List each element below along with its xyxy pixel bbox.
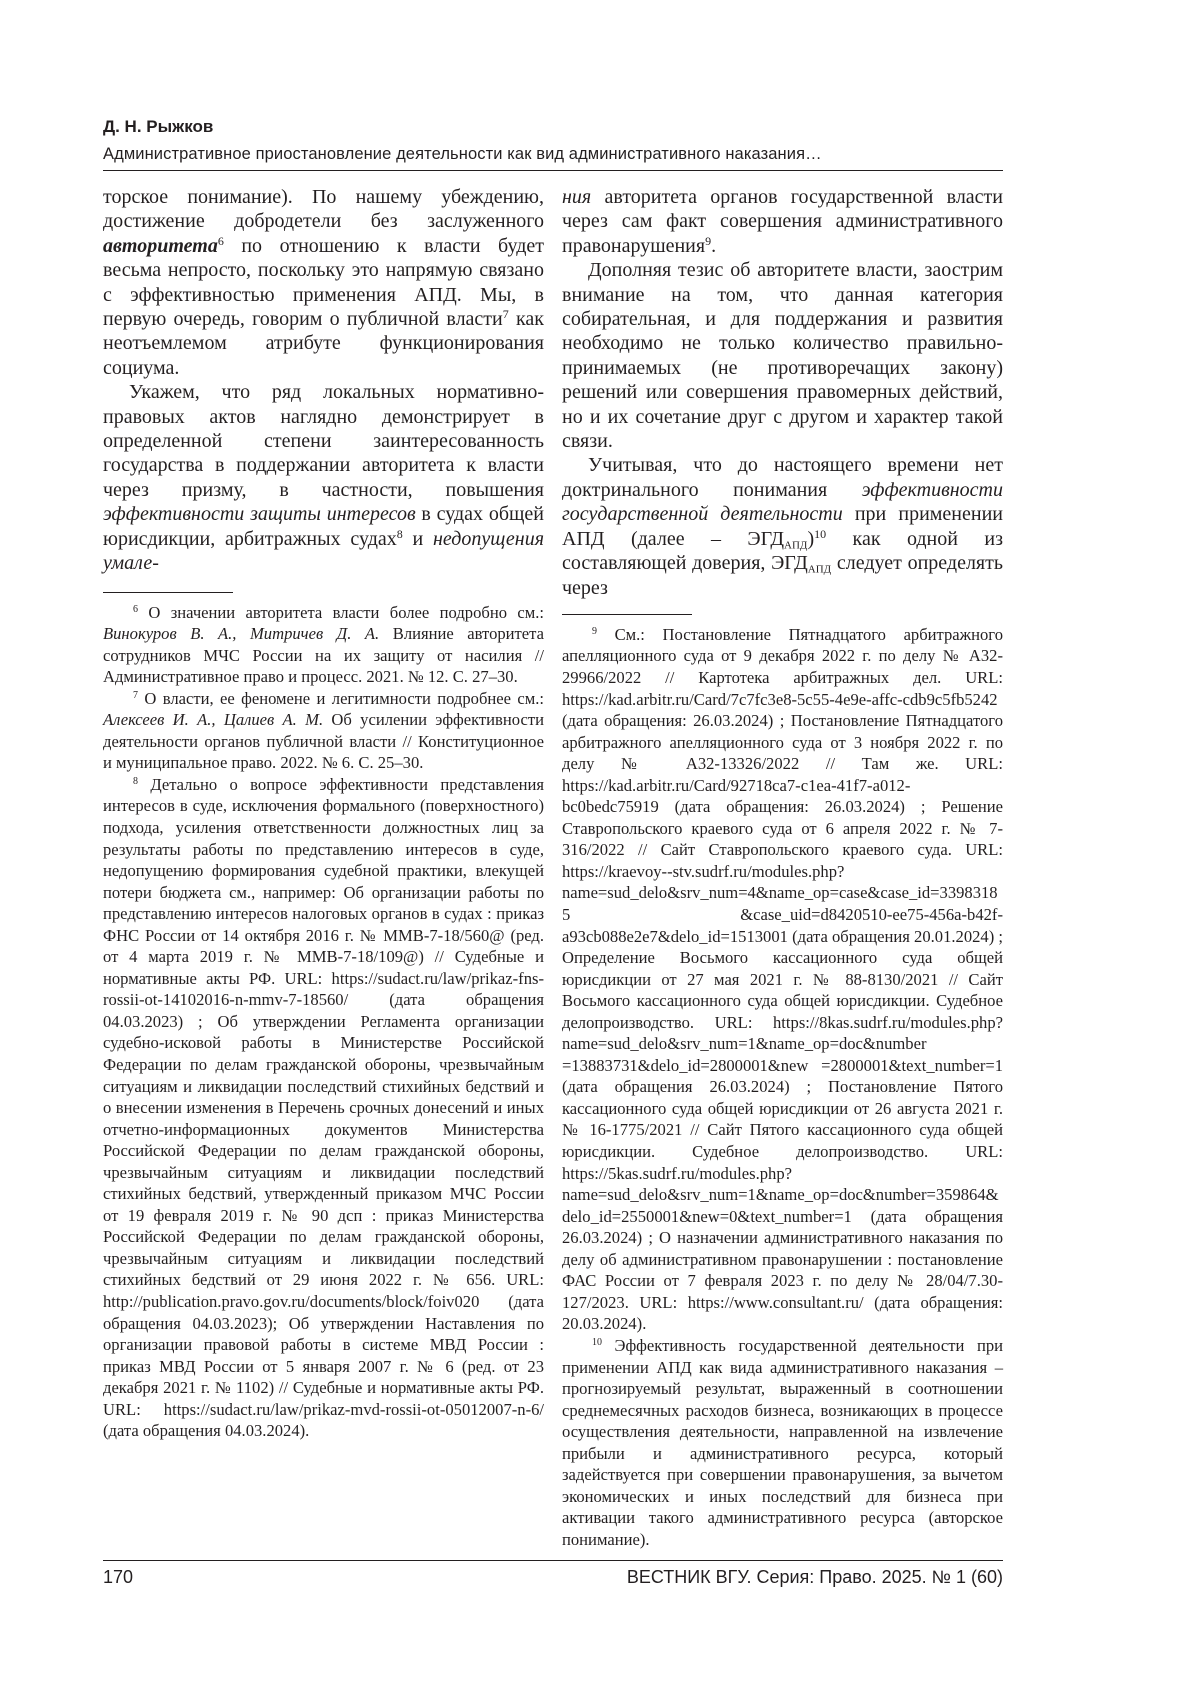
subscript: АПД: [784, 539, 807, 551]
footnote-marker: 7: [503, 307, 509, 321]
text-run: .: [711, 235, 716, 257]
text-run: Учитывая, что до настоящего времени нет доктринального понимания: [562, 454, 1003, 500]
emphasis-text: эффективности государственной деятельности: [562, 479, 1003, 525]
paragraph: [562, 453, 1003, 599]
footnote-marker: 6: [218, 234, 224, 248]
emphasis-text: ния: [562, 186, 591, 208]
text-run: Влияние авторитета сотрудников МЧС России на их защиту от насилия // Административное право и процесс. 2021. № 12. С. 27–30.: [103, 624, 544, 686]
emphasis-text: авторитета: [103, 235, 218, 257]
paragraph: [562, 185, 1003, 258]
footnote-marker: 10: [592, 1337, 602, 1348]
text-run: как неотъемлемом атрибуте функционирования социума.: [103, 308, 544, 379]
text-run: ): [807, 528, 814, 550]
text-columns: [103, 185, 1003, 1550]
emphasis-text: Винокуров В. А., Митричев Д. А.: [103, 624, 379, 643]
footnote-marker: 7: [133, 690, 138, 701]
text-run: О власти, ее феномене и легитимности подробнее см.:: [138, 689, 544, 708]
text-run: авторитета органов государственной власти через сам факт совершения административного правонарушения: [562, 186, 1003, 257]
text-run: по отношению к власти будет весьма непросто, поскольку это напрямую связано с эффективностью применения АПД. Мы, в первую очередь, говорим о публичной власти: [103, 235, 544, 330]
subscript: АПД: [808, 563, 831, 575]
text-run: Об усилении эффективности деятельности органов публичной власти // Конституционное и муниципальное право. 2022. № 6. С. 25–30.: [103, 710, 544, 772]
footnote-marker: 8: [397, 527, 403, 541]
right-footnotes: [562, 624, 1003, 1551]
footnote: [562, 624, 1003, 1335]
paragraph: [103, 380, 544, 575]
paragraph: [103, 185, 544, 380]
emphasis-text: эффективности защиты интересов: [103, 503, 416, 525]
footnote-marker: 9: [592, 626, 597, 637]
footnote-marker: 6: [133, 604, 138, 615]
footer-rule: [103, 1560, 1003, 1561]
text-run: торское понимание). По нашему убеждению, достижение добродетели без заслуженного: [103, 186, 544, 232]
text-run: при применении АПД (далее – ЭГД: [562, 503, 1003, 549]
text-run: и: [403, 528, 433, 550]
text-run: следует определять через: [562, 552, 1003, 598]
footnote-marker: 8: [133, 776, 138, 787]
header-rule: [103, 170, 1003, 171]
page-number: 170: [103, 1565, 133, 1589]
left-footnotes: [103, 602, 544, 1442]
text-run: См.: Постановление Пятнадцатого арбитражного апелляционного суда от 9 декабря 2022 г. по делу № А32-29966/2022 // Картотека арбитражных дел. URL: https://kad.arbitr.ru/Card/7c7fc3e8-5c55-4e9e-affc-cdb9c5fb5242 (дата обращения: 26.03.2024) ; Постановление Пятнадцатого арбитражного апелляционного суда от 3 ноября 2022 г. по делу № А32-13326/2022 // Там же. URL: https://kad.arbitr.ru/Card/92718ca7-c1ea-41f7-a012-bc0bedc75919 (дата обращения: 26.03.2024) ; Решение Ставропольского краевого суда от 6 апреля 2022 г. № 7-316/2022 // Сайт Ставропольского краевого суда. URL: https://kraevoy--stv.sudrf.ru/modules.php?name=sud_delo&srv_num=4&name_op=case&case_id=33983185 &case_uid=d8420510-ee75-456a-b42f-a93cb088e2e7&delo_id=1513001 (дата обращения 20.01.2024) ; Определение Восьмого кассационного суда общей юрисдикции от 27 мая 2021 г. № 88-8130/2021 // Сайт Восьмого кассационного суда общей юрисдикции. Судебное делопроизводство. URL: https://8kas.sudrf.ru/modules.php?name=sud_delo&srv_num=1&name_op=doc&number =13883731&delo_id=2800001&new =2800001&text_number=1 (дата обращения 26.03.2024) ; Постановление Пятого кассационного суда общей юрисдикции от 26 августа 2021 г. № 16-1775/2021 // Сайт Пятого кассационного суда общей юрисдикции. Судебное делопроизводство. URL: https://5kas.sudrf.ru/modules.php?name=sud_delo&srv_num=1&name_op=doc&number=359864&delo_id=2550001&new=0&text_number=1 (дата обращения 26.03.2024) ; О назначении административного наказания по делу об административном правонарушении : постановление ФАС России от 7 февраля 2023 г. по делу № 28/04/7.30-127/2023. URL: https://www.consultant.ru/ (дата обращения: 20.03.2024).: [562, 625, 1003, 1334]
paragraph: [562, 258, 1003, 453]
page-footer: [103, 1565, 1003, 1609]
footnote-marker: 9: [705, 234, 711, 248]
footnote: [562, 1335, 1003, 1550]
left-column: [103, 185, 544, 1442]
text-run: Укажем, что ряд локальных нормативно-правовых актов наглядно демонстрирует в определенной степени заинтересованность государства в поддержании авторитета к власти через призму, в частности, повышения: [103, 381, 544, 501]
journal-name: ВЕСТНИК ВГУ. Серия: Право. 2025. № 1 (60): [627, 1565, 1003, 1589]
author-name: Д. Н. Рыжков: [103, 116, 1003, 138]
emphasis-text: недопущения умале-: [103, 528, 544, 574]
journal-page: [103, 0, 1003, 1609]
emphasis-text: Алексеев И. А., Цалиев А. М.: [103, 710, 323, 729]
right-column: [562, 185, 1003, 1550]
text-run: Дополняя тезис об авторитете власти, заострим внимание на том, что данная категория собирательная, и для поддержания и развития необходимо не только количество правильно-принимаемых (не противоречащих закону) решений или совершения правомерных действий, но и их сочетание друг с другом и характер такой связи.: [562, 259, 1003, 452]
running-header: [103, 116, 1003, 164]
footnote: [103, 774, 544, 1442]
text-run: как одной из составляющей доверия, ЭГД: [562, 528, 1003, 574]
text-run: в судах общей юрисдикции, арбитражных судах: [103, 503, 544, 549]
footnote-separator: [103, 592, 233, 593]
right-body-text: [562, 185, 1003, 600]
text-run: Детально о вопросе эффективности представления интересов в суде, исключения формального (поверхностного) подхода, усиления ответственности должностных лиц за результаты работы по представлению интересов в суде, недопущению формирования судебной практики, влекущей потери бюджета см., например: Об организации работы по представлению интересов налоговых органов в судах : приказ ФНС России от 14 октября 2016 г. № ММВ-7-18/560@ (ред. от 4 марта 2019 г. № ММВ-7-18/109@) // Судебные и нормативные акты РФ. URL: https://sudact.ru/law/prikaz-fns-rossii-ot-14102016-n-mmv-7-18560/ (дата обращения 04.03.2023) ; Об утверждении Регламента организации судебно-исковой работы в Министерстве Российской Федерации по делам гражданской обороны, чрезвычайным ситуациям и ликвидации последствий стихийных бедствий и о внесении изменения в Перечень срочных донесений и иных отчетно-информационных документов Министерства Российской Федерации по делам гражданской обороны, чрезвычайным ситуациям и ликвидации последствий стихийных бедствий, утвержденный приказом МЧС России от 19 февраля 2019 г. № 90 дсп : приказ Министерства Российской Федерации по делам гражданской обороны, чрезвычайным ситуациям и ликвидации последствий стихийных бедствий от 29 июня 2022 г. № 656. URL: http://publication.pravo.gov.ru/documents/block/foiv020 (дата обращения 04.03.2023); Об утверждении Наставления по организации правовой работы в системе МВД России : приказ МВД России от 5 января 2007 г. № 6 (ред. от 23 декабря 2021 г. № 1102) // Судебные и нормативные акты РФ. URL: https://sudact.ru/law/prikaz-mvd-rossii-ot-05012007-n-6/ (дата обращения 04.03.2024).: [103, 775, 544, 1440]
footnote: [103, 602, 544, 688]
footnote: [103, 688, 544, 774]
left-body-text: [103, 185, 544, 576]
footnote-marker: 10: [814, 527, 826, 541]
text-run: О значении авторитета власти более подробно см.:: [138, 603, 544, 622]
article-title: Административное приостановление деятельности как вид административного наказания…: [103, 144, 1003, 164]
footnote-separator: [562, 614, 692, 615]
text-run: Эффективность государственной деятельности при применении АПД как вида административного наказания – прогнозируемый результат, выраженный в соотношении среднемесячных расходов бизнеса, возникающих в процессе осуществления деятельности, направленной на извлечение прибыли и административного ресурса, который задействуется при совершении правонарушения, за вычетом экономических и иных последствий для бизнеса при активации такого административного ресурса (авторское понимание).: [562, 1336, 1003, 1549]
